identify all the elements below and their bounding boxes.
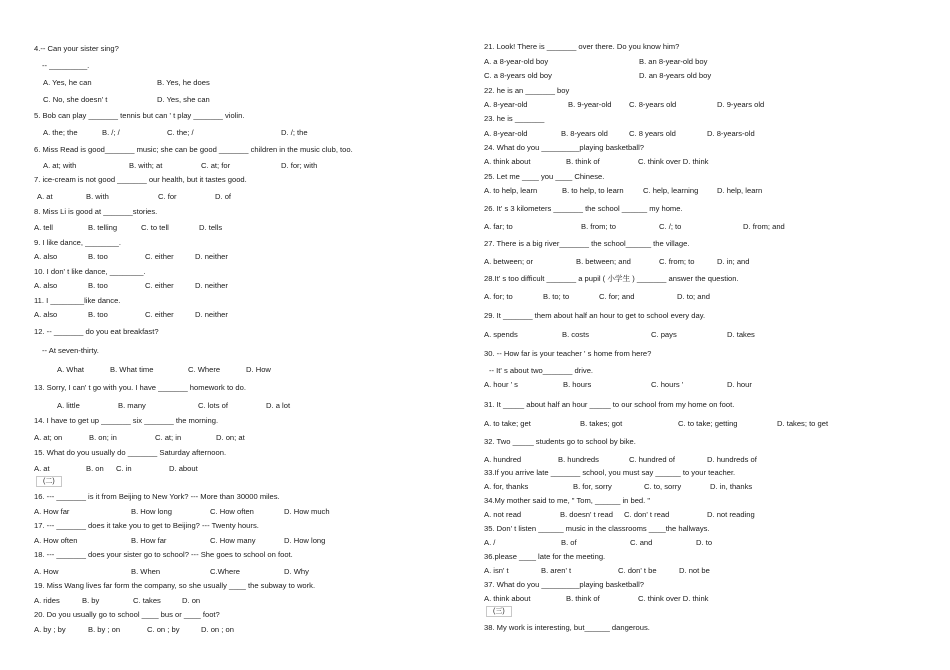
answer-option: D. from; and <box>743 222 785 231</box>
answer-option: C. 8-years old <box>629 100 677 109</box>
answer-option: B. doesn' t read <box>560 510 613 519</box>
answer-option: B. costs <box>562 330 590 339</box>
answer-option: C. at; for <box>201 161 231 170</box>
answer-option: B. to; to <box>543 292 570 301</box>
question-line: 22. he is an _______ boy <box>484 86 570 95</box>
answer-option: C. hundred of <box>629 455 676 464</box>
answer-option: B. by ; on <box>88 625 121 634</box>
answer-option: D. How long <box>284 536 326 545</box>
answer-line: -- At seven-thirty. <box>42 346 99 355</box>
answer-option: B. 8-years old <box>561 129 608 138</box>
answer-option: B. too <box>88 281 108 290</box>
answer-option: C. lots of <box>198 401 228 410</box>
question-line: 18. --- _______ does your sister go to school? --- She goes to school on foot. <box>34 550 293 559</box>
question-line: 11. I ________like dance. <box>34 296 121 305</box>
answer-option: A. at; on <box>34 433 63 442</box>
answer-option: A. for; to <box>484 292 513 301</box>
answer-option: D. takes <box>727 330 755 339</box>
answer-option: A. also <box>34 252 58 261</box>
answer-option: D. How much <box>284 507 330 516</box>
answer-option: A. hundred <box>484 455 522 464</box>
answer-option: C. at; in <box>155 433 182 442</box>
question-line: 20. Do you usually go to school ____ bus or ____ foot? <box>34 610 220 619</box>
answer-option: A. spends <box>484 330 518 339</box>
question-line: 31. It _____ about half an hour _____ to our school from my home on foot. <box>484 400 735 409</box>
answer-option: B. takes; got <box>580 419 623 428</box>
answer-option: D. not be <box>679 566 710 575</box>
answer-option: B. When <box>131 567 161 576</box>
answer-option: C. help, learning <box>643 186 699 195</box>
answer-option: D. help, learn <box>717 186 763 195</box>
question-line: 9. I like dance, ________. <box>34 238 121 247</box>
answer-option: C.Where <box>210 567 240 576</box>
answer-option: D. neither <box>195 252 228 261</box>
answer-option: A. at <box>34 464 50 473</box>
question-line: 10. I don' t like dance, ________. <box>34 267 146 276</box>
answer-option: B. aren' t <box>541 566 572 575</box>
section-label: (二) <box>36 476 62 487</box>
question-line: 19. Miss Wang lives far form the company, so she usually ____ the subway to work. <box>34 581 316 590</box>
answer-option: D. 9-years old <box>717 100 765 109</box>
answer-option: D. on; at <box>216 433 245 442</box>
question-line: 16. --- _______ is it from Beijing to New York? --- More than 30000 miles. <box>34 492 280 501</box>
section-label: (三) <box>486 606 512 617</box>
answer-option: D. neither <box>195 281 228 290</box>
question-line: 32. Two _____ students go to school by bike. <box>484 437 636 446</box>
answer-option: A. to help, learn <box>484 186 538 195</box>
answer-option: D. not reading <box>707 510 755 519</box>
answer-option: C. don' t be <box>618 566 657 575</box>
answer-option: A. little <box>57 401 80 410</box>
answer-option: A. far; to <box>484 222 513 231</box>
answer-option: D. How <box>246 365 271 374</box>
answer-option: A. Yes, he can <box>43 78 92 87</box>
question-line: 38. My work is interesting, but______ dangerous. <box>484 623 650 632</box>
question-line: 35. Don' t listen ______ music in the classrooms ____the hallways. <box>484 524 710 533</box>
answer-option: A. 8-year-old <box>484 100 528 109</box>
answer-option: A. by ; by <box>34 625 66 634</box>
answer-option: D. neither <box>195 310 228 319</box>
answer-option: A. What <box>57 365 85 374</box>
answer-option: A. to take; get <box>484 419 531 428</box>
answer-option: D. takes; to get <box>777 419 829 428</box>
answer-option: C. How many <box>210 536 256 545</box>
answer-option: C. How often <box>210 507 254 516</box>
answer-option: B. too <box>88 252 108 261</box>
question-line: 37. What do you _________playing basketball? <box>484 580 645 589</box>
answer-option: A. tell <box>34 223 53 232</box>
question-line: 36.please ____ late for the meeting. <box>484 552 606 561</box>
answer-option: D. hundreds of <box>707 455 757 464</box>
answer-option: A. think about <box>484 157 531 166</box>
answer-option: A. at <box>37 192 53 201</box>
question-line: 25. Let me ____ you ____ Chinese. <box>484 172 605 181</box>
answer-option: A. not read <box>484 510 522 519</box>
answer-option: B. 9-year-old <box>568 100 612 109</box>
answer-option: A. How far <box>34 507 70 516</box>
question-line: 33.If you arrive late _______ school, you must say ______ to your teacher. <box>484 468 736 477</box>
question-line: 7. ice-cream is not good _______ our health, but it tastes good. <box>34 175 247 184</box>
question-line: 34.My mother said to me, " Tom, ______ in bed. " <box>484 496 651 505</box>
answer-option: C. for <box>158 192 177 201</box>
answer-option: B. of <box>561 538 577 547</box>
answer-option: B. between; and <box>576 257 631 266</box>
question-line: 13. Sorry, I can' t go with you. I have _______ homework to do. <box>34 383 246 392</box>
answer-option: C. 8 years old <box>629 129 676 138</box>
answer-option: B. What time <box>110 365 154 374</box>
answer-option: B. hundreds <box>558 455 599 464</box>
answer-option: B. /; / <box>102 128 120 137</box>
answer-option: C. a 8-years old boy <box>484 71 552 80</box>
answer-option: D. an 8-years old boy <box>639 71 712 80</box>
answer-option: D. tells <box>199 223 223 232</box>
answer-option: C. No, she doesn' t <box>43 95 108 104</box>
answer-option: C. Where <box>188 365 221 374</box>
question-line: 12. -- _______ do you eat breakfast? <box>34 327 159 336</box>
answer-option: C. think over D. think <box>638 594 709 603</box>
answer-option: D. Yes, she can <box>157 95 210 104</box>
answer-option: D. hour <box>727 380 752 389</box>
answer-option: B. with; at <box>129 161 163 170</box>
answer-option: C. the; / <box>167 128 194 137</box>
answer-option: B. think of <box>566 157 600 166</box>
answer-option: D. 8-years-old <box>707 129 755 138</box>
answer-option: C. on ; by <box>147 625 180 634</box>
answer-option: B. by <box>82 596 100 605</box>
answer-option: A. / <box>484 538 496 547</box>
answer-option: A. also <box>34 310 58 319</box>
answer-option: D. in; and <box>717 257 750 266</box>
question-line: 4.-- Can your sister sing? <box>34 44 119 53</box>
answer-option: C. think over D. think <box>638 157 709 166</box>
answer-option: C. to, sorry <box>644 482 682 491</box>
answer-line: -- It' s about two_______ drive. <box>489 366 594 375</box>
answer-option: A. for, thanks <box>484 482 529 491</box>
answer-option: C. /; to <box>659 222 682 231</box>
answer-option: A. How often <box>34 536 78 545</box>
answer-option: A. a 8-year-old boy <box>484 57 549 66</box>
question-line: 23. he is _______ <box>484 114 545 123</box>
answer-option: B. to help, to learn <box>562 186 624 195</box>
question-line: 28.It' s too difficult _______ a pupil ( 小学生 ) _______ answer the question. <box>484 274 739 283</box>
answer-option: B. from; to <box>581 222 617 231</box>
question-line: 27. There is a big river_______ the school______ the village. <box>484 239 690 248</box>
answer-option: D. about <box>169 464 198 473</box>
answer-option: B. many <box>118 401 146 410</box>
answer-option: A. at; with <box>43 161 77 170</box>
answer-option: C. to take; getting <box>678 419 738 428</box>
answer-option: C. from; to <box>659 257 695 266</box>
answer-option: B. an 8-year-old boy <box>639 57 708 66</box>
question-line: 14. I have to get up _______ six _______ the morning. <box>34 416 219 425</box>
answer-option: A. also <box>34 281 58 290</box>
question-line: 17. --- _______ does it take you to get to Beijing? --- Twenty hours. <box>34 521 259 530</box>
answer-option: B. too <box>88 310 108 319</box>
answer-option: A. think about <box>484 594 531 603</box>
answer-option: B. telling <box>88 223 118 232</box>
answer-option: C. either <box>145 281 174 290</box>
answer-option: D. for; with <box>281 161 318 170</box>
answer-option: C. pays <box>651 330 677 339</box>
answer-option: D. on ; on <box>201 625 234 634</box>
answer-line: -- _________. <box>42 61 90 70</box>
answer-option: C. for; and <box>599 292 635 301</box>
answer-option: D. in, thanks <box>710 482 753 491</box>
answer-option: A. 8-year-old <box>484 129 528 138</box>
question-line: 30. -- How far is your teacher ' s home from here? <box>484 349 652 358</box>
answer-option: B. on <box>86 464 104 473</box>
answer-option: A. rides <box>34 596 60 605</box>
answer-option: C. to tell <box>141 223 169 232</box>
answer-option: A. hour ' s <box>484 380 518 389</box>
question-line: 15. What do you usually do _______ Saturday afternoon. <box>34 448 227 457</box>
answer-option: B. for, sorry <box>573 482 612 491</box>
answer-option: B. hours <box>563 380 592 389</box>
answer-option: A. between; or <box>484 257 533 266</box>
answer-option: C. takes <box>133 596 161 605</box>
answer-option: D. on <box>182 596 201 605</box>
question-line: 8. Miss Li is good at _______stories. <box>34 207 158 216</box>
answer-option: A. the; the <box>43 128 78 137</box>
question-line: 24. What do you _________playing basketball? <box>484 143 645 152</box>
question-line: 6. Miss Read is good_______ music; she can be good _______ children in the music club, too. <box>34 145 353 154</box>
answer-option: B. with <box>86 192 109 201</box>
answer-option: B. think of <box>566 594 600 603</box>
answer-option: C. hours ' <box>651 380 684 389</box>
answer-option: C. don' t read <box>624 510 670 519</box>
question-line: 29. It _______ them about half an hour to get to school every day. <box>484 311 706 320</box>
answer-option: D. /; the <box>281 128 308 137</box>
answer-option: B. Yes, he does <box>157 78 210 87</box>
answer-option: A. How <box>34 567 59 576</box>
answer-option: C. in <box>116 464 132 473</box>
answer-option: B. How far <box>131 536 167 545</box>
answer-option: D. of <box>215 192 232 201</box>
answer-option: A. isn' t <box>484 566 509 575</box>
answer-option: D. to; and <box>677 292 710 301</box>
answer-option: B. How long <box>131 507 172 516</box>
answer-option: D. a lot <box>266 401 291 410</box>
answer-option: C. either <box>145 252 174 261</box>
question-line: 21. Look! There is _______ over there. Do you know him? <box>484 42 680 51</box>
question-line: 5. Bob can play _______ tennis but can ' t play _______ violin. <box>34 111 245 120</box>
answer-option: C. and <box>630 538 653 547</box>
question-line: 26. It' s 3 kilometers _______ the school ______ my home. <box>484 204 683 213</box>
answer-option: D. to <box>696 538 713 547</box>
answer-option: B. on; in <box>89 433 117 442</box>
answer-option: D. Why <box>284 567 309 576</box>
answer-option: C. either <box>145 310 174 319</box>
